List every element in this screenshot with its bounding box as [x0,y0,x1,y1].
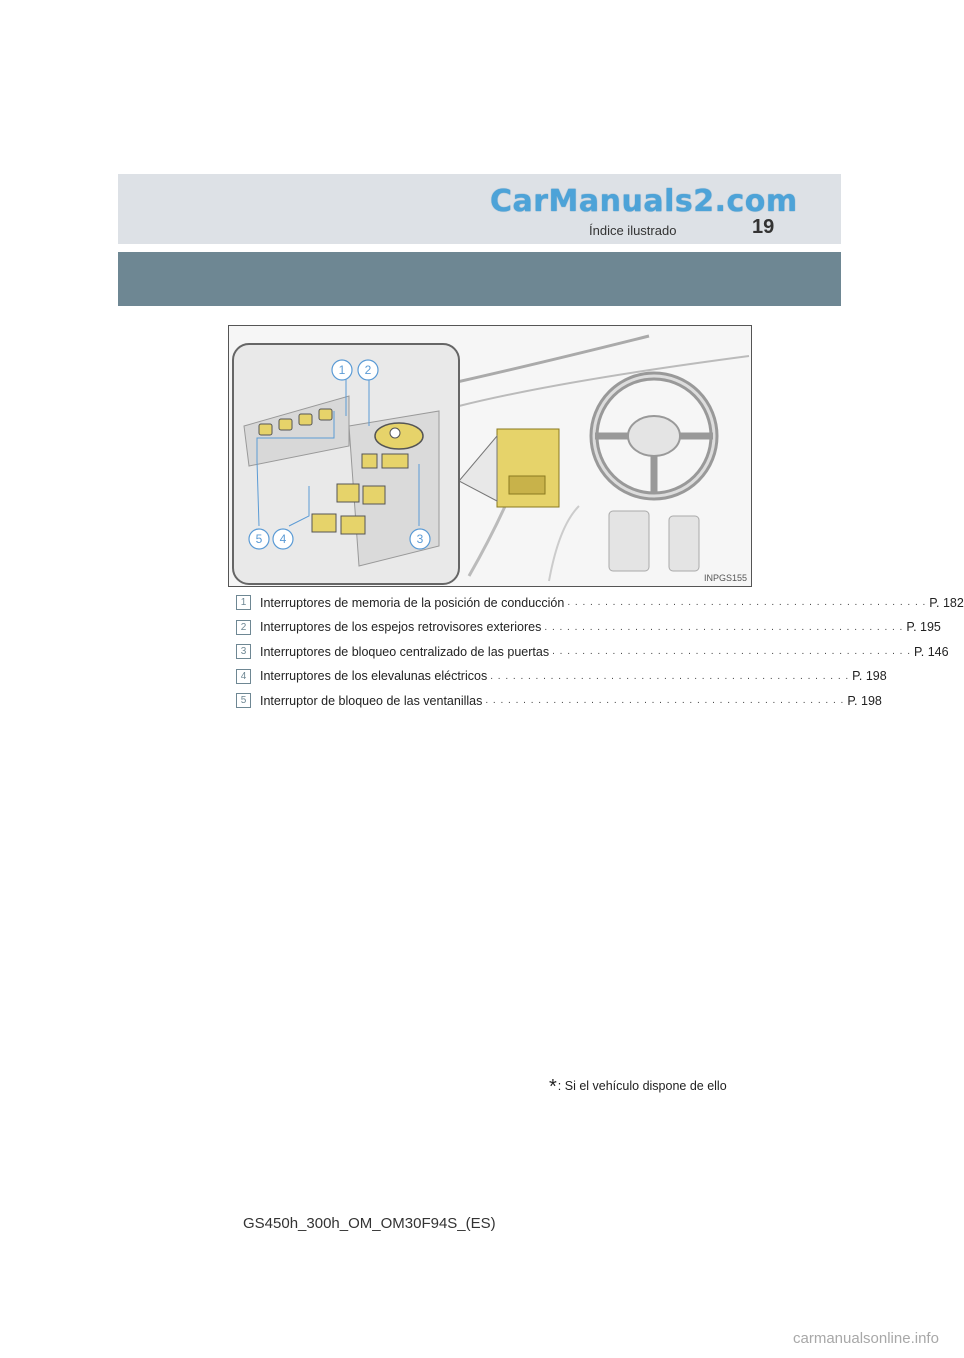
legend-label: Interruptores de los elevalunas eléctricos [260,669,488,683]
callout-legend [236,594,964,717]
callout-label-2: 2 [364,363,372,377]
legend-label: Interruptor de bloqueo de las ventanillas [260,693,483,708]
page-reference[interactable]: P. 195 [906,620,941,634]
legend-label: Interruptores de bloqueo centralizado de las puertas [260,644,550,659]
footnote-marker: * [549,1076,557,1098]
dot-leader: . . . . . . . . . . . . . . . . . . . . . . . . . . . . . . . . . . . . . . . . . . . . . . . . [485,695,845,706]
legend-number: 4 [236,669,251,684]
watermark: CarManuals2.com [490,184,798,219]
legend-number: 3 [236,644,251,659]
dot-leader: . . . . . . . . . . . . . . . . . . . . . . . . . . . . . . . . . . . . . . . . . . . . . . . . [552,646,912,657]
page-reference[interactable]: P. 198 [847,693,882,708]
callout-label-4: 4 [279,532,287,546]
page-reference[interactable]: P. 146 [914,644,949,659]
list-item [236,668,887,685]
callout-label-1: 1 [338,363,346,377]
legend-number: 5 [236,693,251,708]
list-item [236,692,882,709]
page-reference[interactable]: P. 182 [929,595,964,610]
door-switch-illustration [228,325,752,587]
page-reference[interactable]: P. 198 [852,669,887,683]
footnote [549,1076,727,1099]
list-item [236,643,949,660]
title-band [118,252,841,306]
list-item [236,619,941,636]
legend-number: 2 [236,620,251,635]
legend-label: Interruptores de memoria de la posición de conducción [260,595,565,610]
site-watermark: carmanualsonline.info [793,1330,939,1347]
page-number: 19 [752,216,775,238]
legend-label: Interruptores de los espejos retrovisores exteriores [260,620,542,634]
dot-leader: . . . . . . . . . . . . . . . . . . . . . . . . . . . . . . . . . . . . . . . . . . . . . . . . [567,597,927,608]
dot-leader: . . . . . . . . . . . . . . . . . . . . . . . . . . . . . . . . . . . . . . . . . . . . . . . . [544,621,904,633]
illustration-svg [229,326,751,586]
legend-number: 1 [236,595,251,610]
callout-label-3: 3 [416,532,424,546]
list-item [236,594,964,611]
section-name: Índice ilustrado [589,223,677,238]
dot-leader: . . . . . . . . . . . . . . . . . . . . . . . . . . . . . . . . . . . . . . . . . . . . . . . . [490,670,850,682]
document-code: GS450h_300h_OM_OM30F94S_(ES) [243,1215,496,1232]
figure-code: INPGS155 [703,573,747,583]
footnote-text: : Si el vehículo dispone de ello [557,1079,727,1093]
callout-label-5: 5 [255,532,263,546]
